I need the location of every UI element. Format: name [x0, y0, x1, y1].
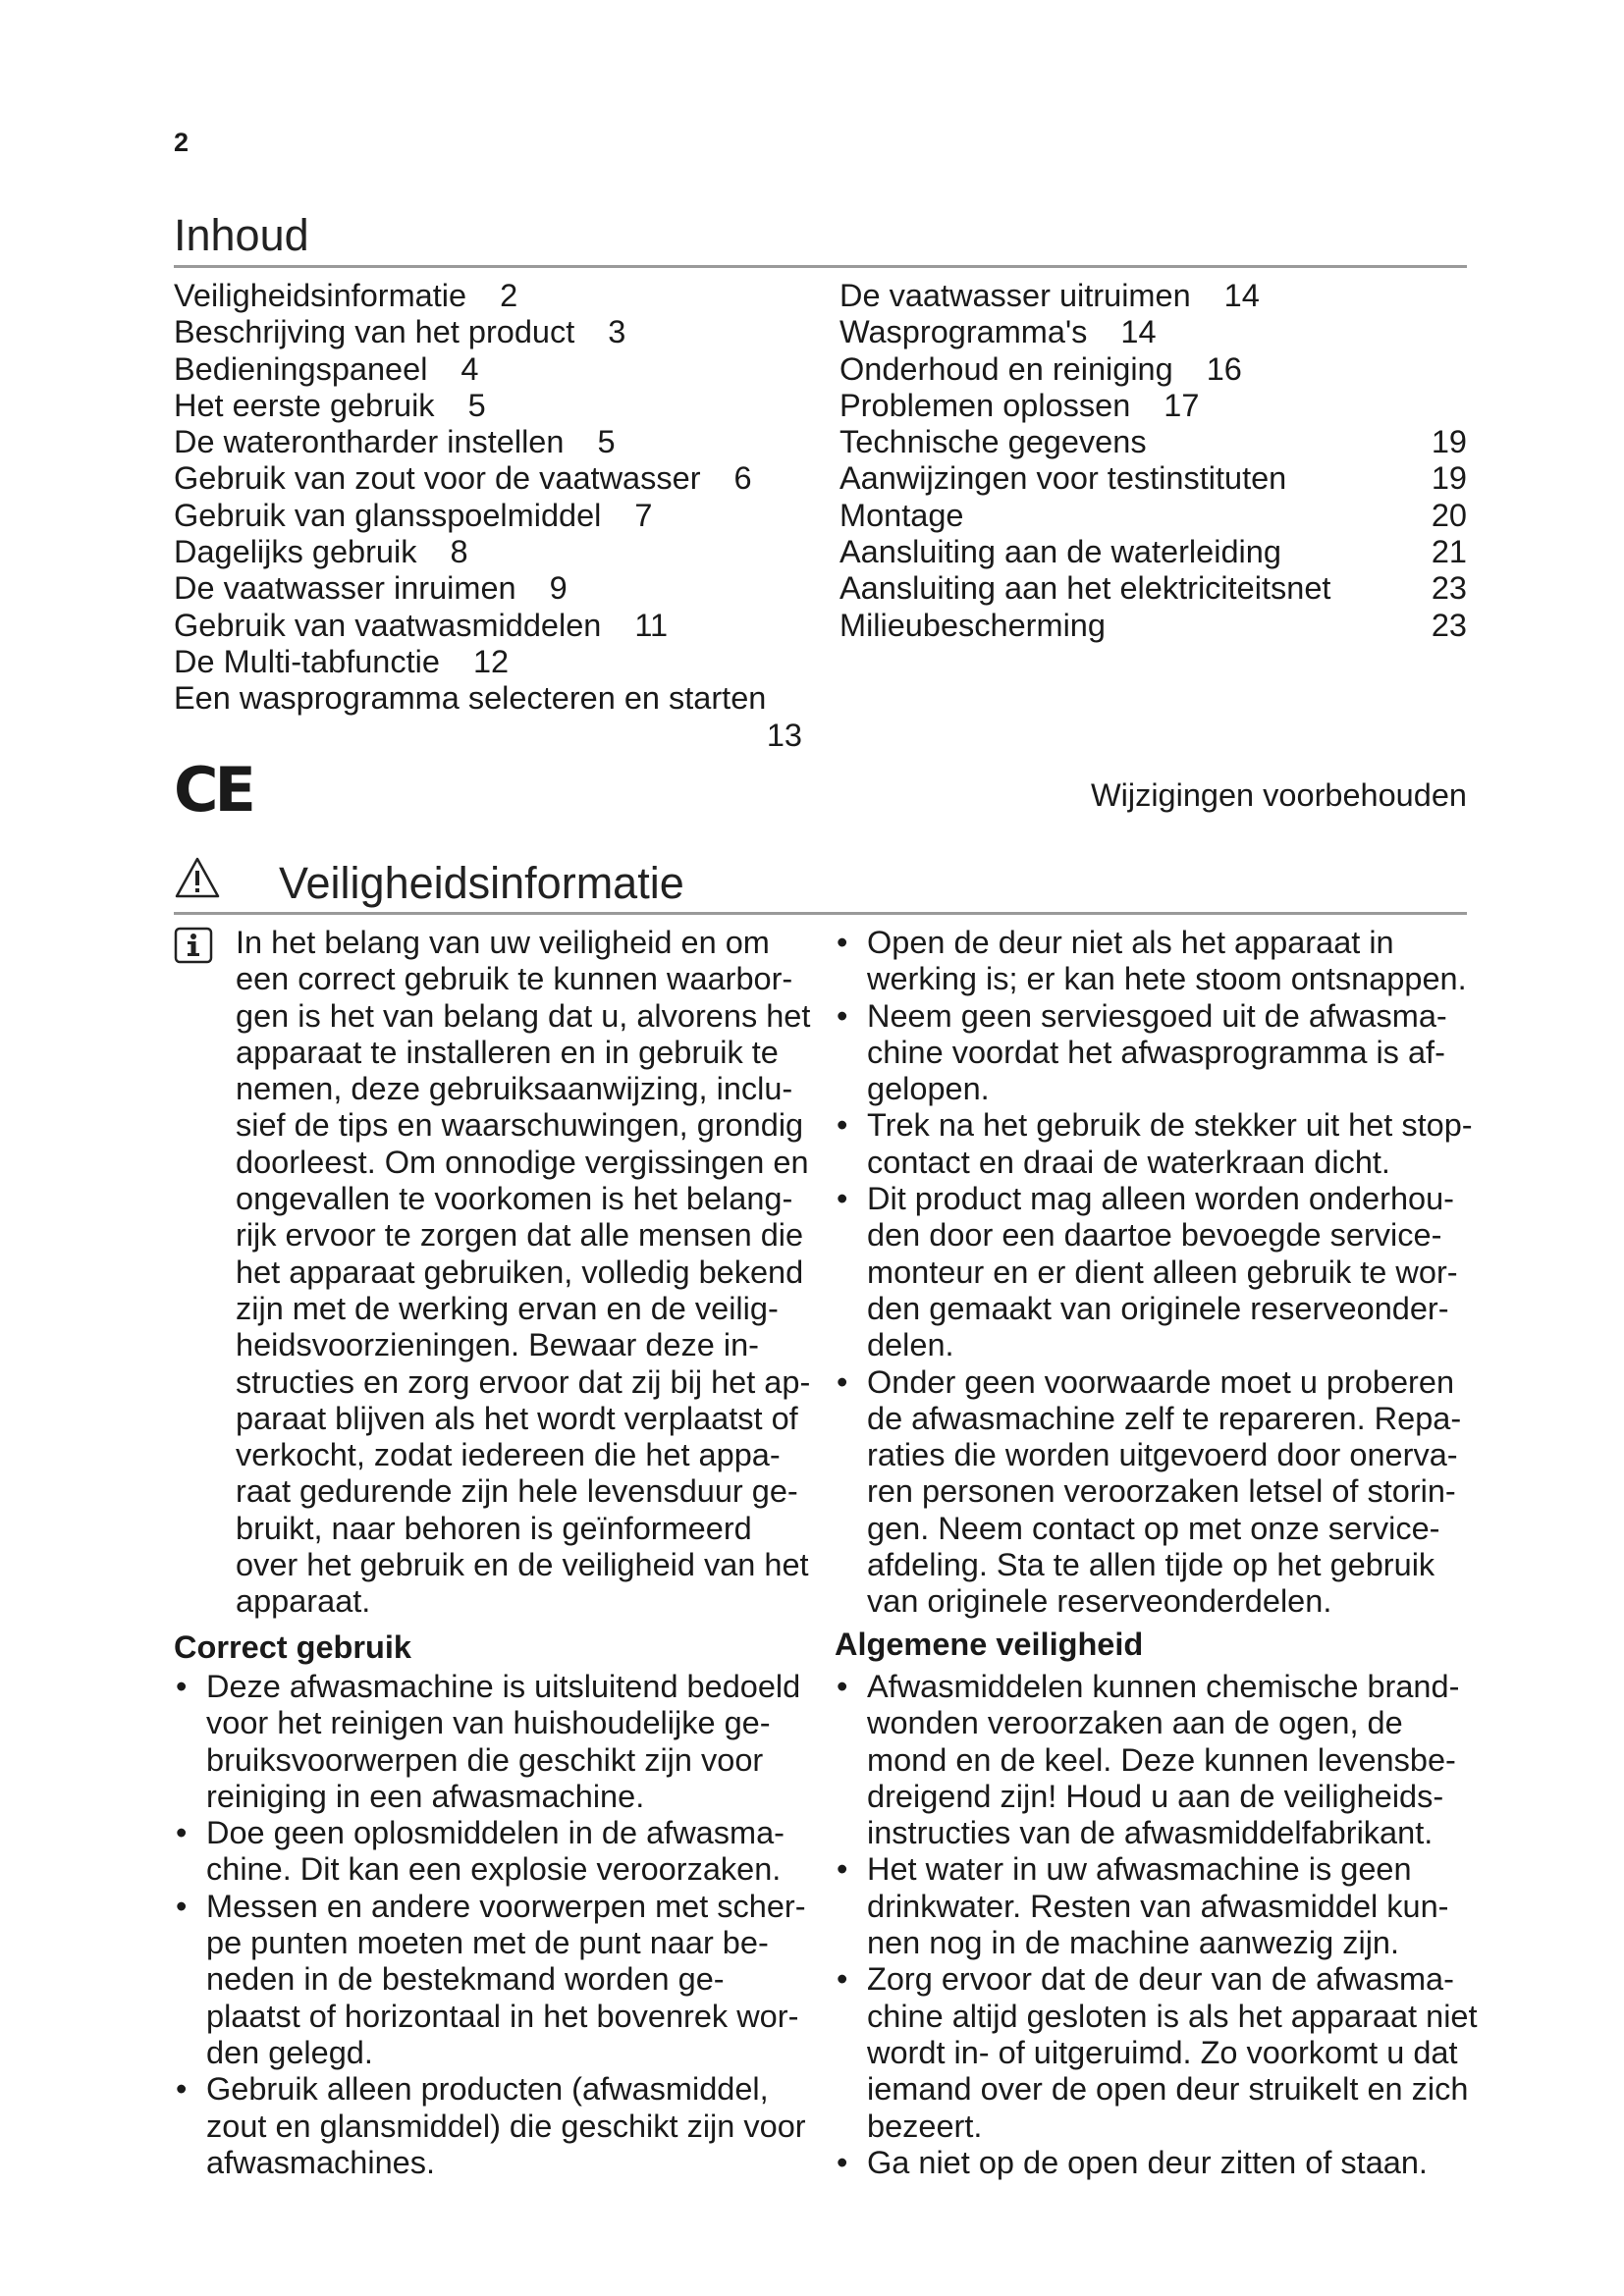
- toc-entry-label: Het eerste gebruik: [174, 387, 435, 423]
- toc-entry-label: Een wasprogramma selecteren en starten: [174, 680, 767, 717]
- toc-entry-page: 19: [1431, 424, 1467, 460]
- paragraph-line: verkocht, zodat iedereen die het appa-: [236, 1437, 781, 1473]
- bullet-item: [835, 2145, 1467, 2181]
- paragraph-line: gen is het van belang dat u, alvorens het: [236, 997, 811, 1034]
- bullet-line: drinkwater. Resten van afwasmiddel kun-: [867, 1888, 1449, 1924]
- toc-entry[interactable]: [174, 460, 802, 497]
- page-number: 2: [174, 128, 189, 157]
- bullet-line: voor het reinigen van huishoudelijke ge-: [206, 1705, 771, 1741]
- bullet-line: mond en de keel. Deze kunnen levensbe-: [867, 1741, 1456, 1778]
- bullet-line: bezeert.: [867, 2108, 983, 2144]
- bullet-line: gen. Neem contact op met onze service-: [867, 1510, 1440, 1546]
- toc-entry[interactable]: [174, 570, 802, 607]
- bullet-line: werking is; er kan hete stoom ontsnappen.: [867, 961, 1467, 997]
- warning-icon: [174, 856, 221, 899]
- toc-entry-page: 23: [1431, 570, 1467, 607]
- bullet-icon: •: [837, 1669, 848, 1704]
- bullet-line: ren personen veroorzaken letsel of storin-: [867, 1473, 1456, 1510]
- bullet-line: monteur en er dient alleen gebruik te wor-: [867, 1254, 1458, 1290]
- toc-entry-label: De vaatwasser inruimen: [174, 570, 516, 607]
- bullet-line: Het water in uw afwasmachine is geen: [867, 1851, 1412, 1888]
- paragraph-line: In het belang van uw veiligheid en om: [236, 925, 770, 960]
- bullet-line: Doe geen oplosmiddelen in de afwasma-: [206, 1815, 785, 1851]
- toc-entry-label: Gebruik van zout voor de vaatwasser: [174, 460, 701, 497]
- toc-entry[interactable]: [174, 424, 802, 460]
- toc-entry-page: 16: [1206, 350, 1242, 387]
- toc-entry-label: Beschrijving van het product: [174, 314, 575, 350]
- safety-rule: [174, 912, 1467, 915]
- toc-entry[interactable]: [839, 570, 1467, 607]
- bullet-line: Ga niet op de open deur zitten of staan.: [867, 2144, 1428, 2180]
- bullet-line: van originele reserveonderdelen.: [867, 1583, 1332, 1620]
- bullet-line: chine altijd gesloten is als het apparaat niet: [867, 1998, 1478, 2034]
- paragraph-line: ongevallen te voorkomen is het belang-: [236, 1181, 793, 1217]
- paragraph-line: apparaat te installeren en in gebruik te: [236, 1034, 779, 1070]
- toc-entry[interactable]: [174, 278, 802, 314]
- paragraph-line: rijk ervoor te zorgen dat alle mensen die: [236, 1217, 804, 1254]
- toc-rule: [174, 265, 1467, 268]
- bullet-icon: •: [837, 1181, 848, 1217]
- bullet-line: neden in de bestekmand worden ge-: [206, 1961, 725, 1998]
- bullet-icon: •: [837, 2144, 848, 2180]
- bullet-line: gelopen.: [867, 1071, 990, 1107]
- general-safety-heading: Algemene veiligheid: [835, 1627, 1144, 1662]
- bullet-line: de afwasmachine zelf te repareren. Repa-: [867, 1400, 1462, 1436]
- bullet-line: reiniging in een afwasmachine.: [206, 1778, 645, 1814]
- toc-entry-page: 14: [1120, 314, 1157, 350]
- toc-entry-page: 11: [634, 607, 669, 643]
- toc-title: Inhoud: [174, 210, 309, 260]
- bullet-icon: •: [837, 1961, 848, 1998]
- bullet-line: plaatst of horizontaal in het bovenrek wor-: [206, 1998, 799, 2034]
- bullet-item: [174, 1889, 805, 2071]
- toc-entry[interactable]: [839, 608, 1467, 644]
- toc-entry-page: 2: [500, 278, 518, 313]
- paragraph-line: zijn met de werking ervan en de veilig-: [236, 1290, 779, 1326]
- bullet-item: [835, 1181, 1467, 1363]
- toc-entry[interactable]: [839, 278, 1467, 314]
- safety-intro-paragraph: [236, 925, 811, 1621]
- toc-entry-page: 3: [608, 314, 626, 350]
- bullet-icon: •: [837, 925, 848, 960]
- toc-entry-page: 7: [634, 497, 653, 533]
- paragraph-line: bruikt, naar behoren is geïnformeerd: [236, 1510, 752, 1546]
- toc-entry-label: Aansluiting aan de waterleiding: [839, 534, 1281, 570]
- paragraph-line: apparaat.: [236, 1583, 371, 1620]
- toc-entry-page: 23: [1431, 607, 1467, 643]
- paragraph-line: raat gedurende zijn hele levensduur ge-: [236, 1473, 798, 1510]
- bullet-item: [835, 1961, 1478, 2144]
- bullet-line: iemand over de open deur struikelt en zich: [867, 2071, 1469, 2108]
- paragraph-line: het apparaat gebruiken, volledig bekend: [236, 1254, 804, 1290]
- bullet-item: [835, 1669, 1467, 1851]
- bullet-line: den door een daartoe bevoegde service-: [867, 1217, 1442, 1254]
- toc-entry-label: Aansluiting aan het elektriciteitsnet: [839, 570, 1331, 607]
- bullet-line: afdeling. Sta te allen tijde op het gebruik: [867, 1547, 1435, 1583]
- bullet-icon: •: [176, 1888, 188, 1924]
- safety-title: Veiligheidsinformatie: [279, 858, 684, 908]
- bullet-line: bruiksvoorwerpen die geschikt zijn voor: [206, 1741, 764, 1778]
- toc-entry-label: Wasprogramma's: [839, 314, 1088, 350]
- toc-entry-page: 6: [733, 460, 752, 497]
- bullet-line: Trek na het gebruik de stekker uit het stop-: [867, 1107, 1473, 1144]
- bullet-line: Open de deur niet als het apparaat in: [867, 925, 1394, 960]
- bullet-line: dreigend zijn! Houd u aan de veiligheids-: [867, 1778, 1444, 1814]
- changes-note: Wijzigingen voorbehouden: [1090, 777, 1467, 813]
- paragraph-line: heidsvoorzieningen. Bewaar deze in-: [236, 1327, 759, 1363]
- toc-right-column: [839, 278, 1467, 644]
- toc-entry-page: 5: [467, 387, 486, 423]
- bullet-item: [835, 1107, 1473, 1181]
- toc-entry-label: Problemen oplossen: [839, 387, 1131, 423]
- toc-entry[interactable]: [839, 314, 1467, 350]
- toc-entry-label: Gebruik van vaatwasmiddelen: [174, 607, 602, 643]
- bullet-icon: •: [837, 1363, 848, 1400]
- toc-entry-page: 13: [766, 717, 802, 753]
- bullet-item: [835, 925, 1467, 998]
- toc-entry[interactable]: [839, 424, 1467, 460]
- toc-entry[interactable]: [839, 498, 1467, 534]
- toc-entry[interactable]: [174, 680, 802, 754]
- toc-entry-page: 5: [597, 424, 616, 460]
- toc-entry-label: De Multi-tabfunctie: [174, 643, 440, 679]
- bullet-line: nen nog in de machine aanwezig zijn.: [867, 1925, 1400, 1961]
- toc-entry-label: De waterontharder instellen: [174, 424, 565, 460]
- bullet-icon: •: [837, 1107, 848, 1144]
- ce-mark: CE: [174, 754, 252, 826]
- safety-right-list: [835, 925, 1473, 1621]
- bullet-item: [174, 1669, 805, 1815]
- general-safety-list: [835, 1669, 1478, 2181]
- bullet-item: [174, 2071, 805, 2181]
- bullet-line: Zorg ervoor dat de deur van de afwasma-: [867, 1961, 1454, 1998]
- toc-entry-page: 9: [549, 570, 568, 607]
- bullet-item: [174, 1815, 805, 1889]
- toc-entry[interactable]: [839, 460, 1467, 497]
- bullet-line: den gelegd.: [206, 2034, 373, 2070]
- paragraph-line: sief de tips en waarschuwingen, grondig: [236, 1107, 804, 1144]
- paragraph-line: over het gebruik en de veiligheid van het: [236, 1547, 809, 1583]
- bullet-line: instructies van de afwasmiddelfabrikant.: [867, 1815, 1434, 1851]
- toc-entry[interactable]: [839, 388, 1467, 424]
- paragraph-line: nemen, deze gebruiksaanwijzing, inclu-: [236, 1071, 793, 1107]
- info-icon: [174, 927, 213, 964]
- bullet-line: chine. Dit kan een explosie veroorzaken.: [206, 1851, 782, 1888]
- bullet-line: Deze afwasmachine is uitsluitend bedoeld: [206, 1669, 801, 1704]
- toc-entry-page: 14: [1223, 278, 1260, 313]
- bullet-icon: •: [176, 1815, 188, 1851]
- toc-entry-label: Bedieningspaneel: [174, 350, 428, 387]
- toc-entry-label: Onderhoud en reiniging: [839, 350, 1173, 387]
- bullet-line: delen.: [867, 1327, 954, 1363]
- toc-entry-page: 19: [1431, 460, 1467, 497]
- toc-entry-page: 17: [1164, 387, 1200, 423]
- toc-left-column: [174, 278, 802, 754]
- bullet-item: [835, 998, 1467, 1108]
- toc-entry-label: Dagelijks gebruik: [174, 534, 417, 570]
- toc-entry-label: Veiligheidsinformatie: [174, 278, 467, 313]
- bullet-line: Afwasmiddelen kunnen chemische brand-: [867, 1669, 1460, 1704]
- bullet-line: Dit product mag alleen worden onderhou-: [867, 1181, 1454, 1217]
- bullet-line: afwasmachines.: [206, 2144, 436, 2180]
- bullet-icon: •: [837, 1851, 848, 1888]
- correct-use-heading: Correct gebruik: [174, 1629, 412, 1665]
- bullet-icon: •: [176, 1669, 188, 1704]
- bullet-line: Neem geen serviesgoed uit de afwasma-: [867, 997, 1447, 1034]
- bullet-line: wonden veroorzaken aan de ogen, de: [867, 1705, 1403, 1741]
- bullet-line: zout en glansmiddel) die geschikt zijn voor: [206, 2108, 806, 2144]
- paragraph-line: een correct gebruik te kunnen waarbor-: [236, 961, 793, 997]
- toc-entry-page: 12: [472, 643, 510, 679]
- toc-entry[interactable]: [174, 388, 802, 424]
- bullet-line: pe punten moeten met de punt naar be-: [206, 1925, 769, 1961]
- toc-entry-label: Milieubescherming: [839, 607, 1106, 643]
- toc-entry[interactable]: [839, 534, 1467, 570]
- bullet-icon: •: [837, 997, 848, 1034]
- toc-entry[interactable]: [174, 644, 802, 680]
- bullet-line: Gebruik alleen producten (afwasmiddel,: [206, 2071, 769, 2108]
- toc-entry[interactable]: [174, 314, 802, 350]
- bullet-line: wordt in- of uitgeruimd. Zo voorkomt u dat: [867, 2034, 1458, 2070]
- toc-entry-label: Aanwijzingen voor testinstituten: [839, 460, 1287, 497]
- bullet-line: chine voordat het afwasprogramma is af-: [867, 1034, 1445, 1070]
- toc-entry-page: 4: [460, 350, 479, 387]
- toc-entry-label: De vaatwasser uitruimen: [839, 278, 1191, 313]
- paragraph-line: structies en zorg ervoor dat zij bij het ap-: [236, 1363, 811, 1400]
- bullet-item: [835, 1364, 1467, 1621]
- paragraph-line: doorleest. Om onnodige vergissingen en: [236, 1144, 809, 1180]
- bullet-line: raties die worden uitgevoerd door onerva-: [867, 1437, 1458, 1473]
- toc-entry[interactable]: [174, 498, 802, 534]
- bullet-line: Messen en andere voorwerpen met scher-: [206, 1888, 806, 1924]
- toc-entry-label: Technische gegevens: [839, 424, 1147, 460]
- toc-entry[interactable]: [174, 351, 802, 388]
- toc-entry[interactable]: [174, 608, 802, 644]
- bullet-line: den gemaakt van originele reserveonder-: [867, 1290, 1449, 1326]
- toc-entry-page: 21: [1431, 534, 1467, 570]
- toc-entry-label: Gebruik van glansspoelmiddel: [174, 497, 602, 533]
- toc-entry-label: Montage: [839, 497, 964, 533]
- toc-entry-page: 8: [450, 534, 468, 570]
- bullet-line: contact en draai de waterkraan dicht.: [867, 1144, 1390, 1180]
- toc-entry[interactable]: [839, 351, 1467, 388]
- bullet-line: Onder geen voorwaarde moet u proberen: [867, 1363, 1455, 1400]
- toc-entry[interactable]: [174, 534, 802, 570]
- paragraph-line: paraat blijven als het wordt verplaatst of: [236, 1400, 798, 1436]
- bullet-icon: •: [176, 2071, 188, 2108]
- toc-entry-page: 20: [1431, 497, 1467, 533]
- correct-use-list: [174, 1669, 805, 2181]
- bullet-item: [835, 1851, 1467, 1961]
